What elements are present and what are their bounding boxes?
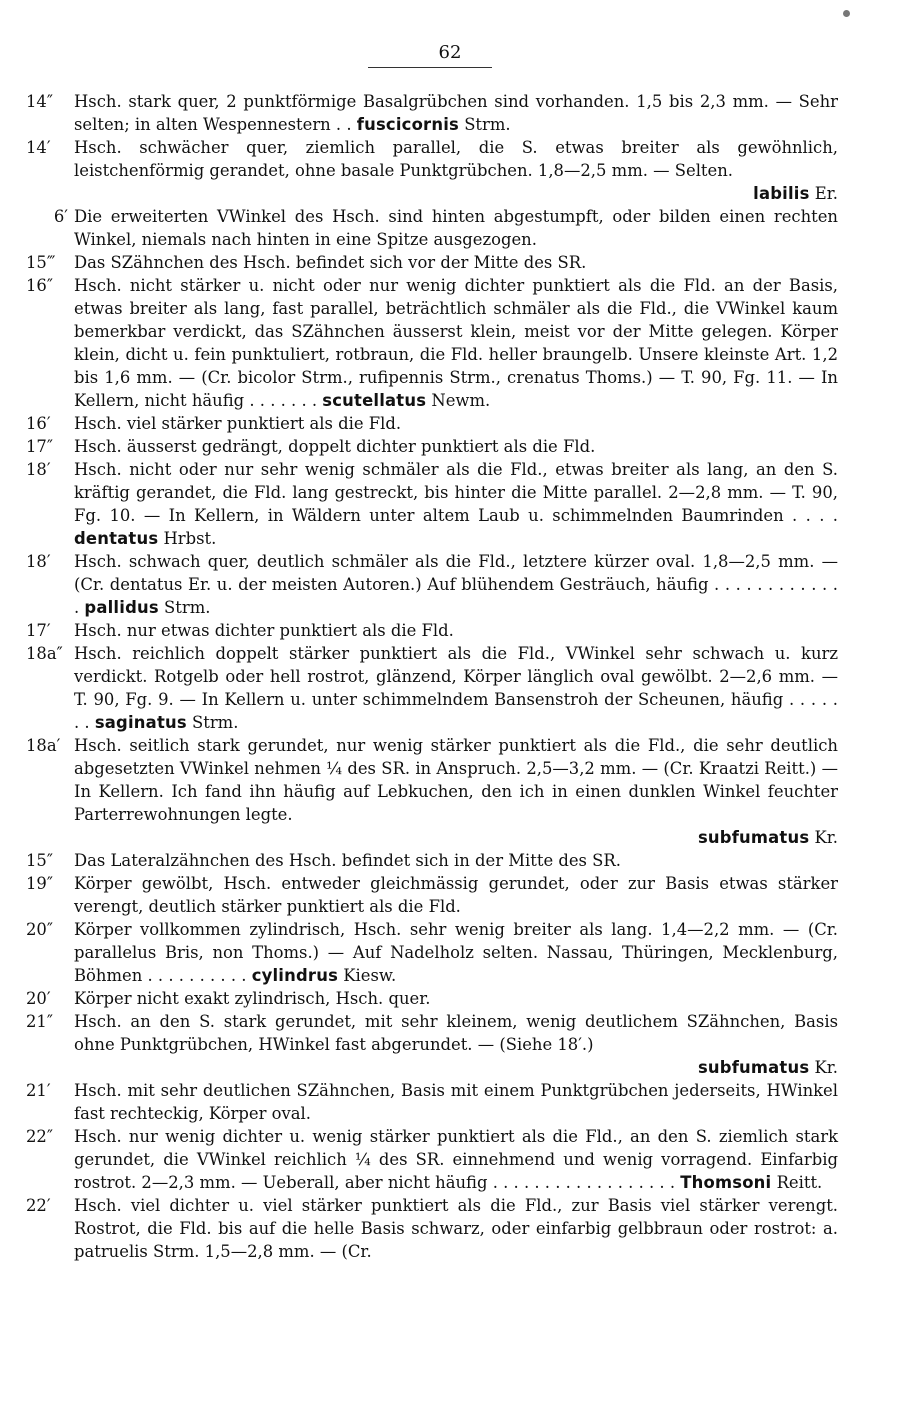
couplet-text [74, 642, 838, 734]
page-number-rule [368, 67, 492, 68]
couplet-text: Das SZähnchen des Hsch. befindet sich vor der Mitte des SR. [74, 253, 587, 272]
key-entry-14a [26, 90, 838, 136]
couplet-text: Hsch. nur etwas dichter punktiert als die Fld. [74, 621, 454, 640]
couplet-text [74, 458, 838, 550]
species-name: scutellatus [322, 391, 427, 410]
species-name: Thomsoni [680, 1173, 772, 1192]
key-entry-18aa [26, 642, 838, 734]
key-entry-15a [26, 251, 838, 274]
couplet-description: Hsch. nicht stärker u. nicht oder nur wenig dichter punktiert als die Fld. an der Basis, etwas breiter als lang, fast parallel, beträchtlich schmäler als die Fld., die VWinkel kaum bemerkbar verdickt, das SZähnchen äusserst klein, meist vor der Mitte gelegen. Körper klein, dicht u. fein punktuliert, rotbraun, die Fld. heller braungelb. Unsere kleinste Art. 1,2 bis 1,6 mm. — (Cr. bicolor Strm., rufipennis Strm., crenatus Thoms.) — T. 90, Fg. 11. — In Kellern, nicht häufig . . . . . . . [74, 276, 838, 410]
species-author: Kiesw. [338, 966, 397, 985]
couplet-number: 16′ [26, 414, 51, 433]
key-text [26, 90, 838, 1263]
couplet-text: Hsch. viel dichter u. viel stärker punktiert als die Fld., zur Basis viel stärker verengt. Rostrot, die Fld. bis auf die helle Basis schwarz, oder einfarbig gelbbraun oder rostrot: a. patruelis Strm. 1,5—2,8 mm. — (Cr. [74, 1196, 838, 1261]
species-author: Strm. [458, 115, 511, 134]
couplet-text: Körper nicht exakt zylindrisch, Hsch. quer. [74, 989, 431, 1008]
couplet-description: Hsch. schwach quer, deutlich schmäler als die Fld., letztere kürzer oval. 1,8—2,5 mm. — (Cr. dentatus Er. u. der meisten Autoren.) Auf blühendem Gesträuch, häufig . . . . . . . . . . . . . [74, 552, 838, 617]
key-entry-20b [26, 987, 838, 1010]
species-name: saginatus [94, 713, 187, 732]
key-entry-15b [26, 849, 838, 872]
key-entry-16a [26, 274, 838, 412]
couplet-number: 14″ [26, 92, 53, 111]
species-name: pallidus [84, 598, 159, 617]
species-name: labilis [753, 184, 810, 203]
couplet-description: Hsch. nur wenig dichter u. wenig stärker punktiert als die Fld., an den S. ziemlich stark gerundet, die VWinkel reichlich ¼ des SR. einnehmend und wenig vorragend. Einfarbig rostrot. 2—2,3 mm. — Ueberall, aber nicht häufig . . . . . . . . . . . . . . . . . . [74, 1127, 838, 1192]
couplet-text [74, 734, 838, 849]
couplet-number: 20″ [26, 920, 53, 939]
couplet-description: Hsch. reichlich doppelt stärker punktiert als die Fld., VWinkel sehr schwach u. kurz verdickt. Rotgelb oder hell rostrot, glänzend, Körper länglich oval gewölbt. 2—2,6 mm. — T. 90, Fg. 9. — In Kellern u. unter schimmelndem Bansenstroh der Scheunen, häufig . . . . . . . [74, 644, 838, 732]
couplet-text: Das Lateralzähnchen des Hsch. befindet sich in der Mitte des SR. [74, 851, 621, 870]
species-line [74, 826, 838, 849]
species-author: Hrbst. [158, 529, 217, 548]
key-entry-18b [26, 550, 838, 619]
key-entry-21a [26, 1010, 838, 1079]
couplet-description: Hsch. an den S. stark gerundet, mit sehr kleinem, wenig deutlichem SZähnchen, Basis ohne Punktgrübchen, HWinkel fast abgerundet. — (Siehe 18′.) [74, 1012, 838, 1054]
couplet-text: Hsch. viel stärker punktiert als die Fld. [74, 414, 402, 433]
couplet-text [74, 1125, 838, 1194]
couplet-text: Die erweiterten VWinkel des Hsch. sind hinten abgestumpft, oder bilden einen rechten Winkel, niemals nach hinten in eine Spitze ausgezogen. [74, 207, 838, 249]
couplet-number: 18′ [26, 460, 51, 479]
couplet-description: Hsch. schwächer quer, ziemlich parallel, die S. etwas breiter als gewöhnlich, leistchenförmig gerandet, ohne basale Punktgrübchen. 1,8—2,5 mm. — Selten. [74, 138, 838, 180]
species-name: dentatus [74, 529, 159, 548]
couplet-text [74, 1010, 838, 1079]
couplet-number: 22″ [26, 1127, 53, 1146]
key-entry-18ab [26, 734, 838, 849]
species-name: fuscicornis [356, 115, 459, 134]
couplet-number: 20′ [26, 989, 51, 1008]
species-author: Strm. [186, 713, 239, 732]
couplet-number: 18′ [26, 552, 51, 571]
couplet-description: Hsch. stark quer, 2 punktförmige Basalgrübchen sind vorhanden. 1,5 bis 2,3 mm. — Sehr selten; in alten Wespennestern . . [74, 92, 838, 134]
species-author: Strm. [158, 598, 211, 617]
couplet-text: Hsch. äusserst gedrängt, doppelt dichter punktiert als die Fld. [74, 437, 596, 456]
couplet-description: Körper vollkommen zylindrisch, Hsch. sehr wenig breiter als lang. 1,4—2,2 mm. — (Cr. parallelus Bris, non Thoms.) — Auf Nadelholz selten. Nassau, Thüringen, Mecklenburg, Böhmen . . . . . . . . . . [74, 920, 838, 985]
couplet-description: Hsch. nicht oder nur sehr wenig schmäler als die Fld., etwas breiter als lang, an den S. kräftig gerandet, die Fld. lang gestreckt, bis hinter die Mitte parallel. 2—2,8 mm. — T. 90, Fg. 10. — In Kellern, in Wäldern unter altem Laub u. schimmelnden Baumrinden . . . . [74, 460, 838, 525]
couplet-number: 6′ [53, 207, 68, 226]
ink-speck [843, 10, 850, 17]
key-entry-19a [26, 872, 838, 918]
species-name: cylindrus [251, 966, 339, 985]
key-entry-18a [26, 458, 838, 550]
key-entry-20a [26, 918, 838, 987]
couplet-number: 22′ [26, 1196, 51, 1215]
couplet-text: Hsch. mit sehr deutlichen SZähnchen, Basis mit einem Punktgrübchen jederseits, HWinkel fast rechteckig, Körper oval. [74, 1081, 838, 1123]
key-entry-17a [26, 435, 838, 458]
page-number: 62 [438, 42, 462, 63]
key-entry-21b [26, 1079, 838, 1125]
couplet-text [74, 274, 838, 412]
species-author: Reitt. [771, 1173, 823, 1192]
key-entry-22a [26, 1125, 838, 1194]
couplet-text [74, 918, 838, 987]
species-line [74, 182, 838, 205]
couplet-number: 14′ [26, 138, 51, 157]
couplet-number: 21″ [26, 1012, 53, 1031]
couplet-description: Hsch. seitlich stark gerundet, nur wenig stärker punktiert als die Fld., die sehr deutlich abgesetzten VWinkel nehmen ¼ des SR. in Anspruch. 2,5—3,2 mm. — (Cr. Kraatzi Reitt.) — In Kellern. Ich fand ihn häufig auf Lebkuchen, den ich in einen dunklen Winkel feuchter Parterrewohnungen legte. [74, 736, 838, 824]
key-entry-16b [26, 412, 838, 435]
key-entry-17b [26, 619, 838, 642]
couplet-text: Körper gewölbt, Hsch. entweder gleichmässig gerundet, oder zur Basis etwas stärker verengt, deutlich stärker punktiert als die Fld. [74, 874, 838, 916]
couplet-number: 19″ [26, 874, 53, 893]
species-name: subfumatus [697, 828, 810, 847]
couplet-number: 15″ [26, 851, 53, 870]
species-name: subfumatus [697, 1058, 810, 1077]
key-entry-14b [26, 136, 838, 205]
couplet-text [74, 90, 838, 136]
couplet-text [74, 136, 838, 205]
key-entry-6b [26, 205, 838, 251]
species-line [74, 1056, 838, 1079]
couplet-number: 18a′ [26, 736, 61, 755]
couplet-number: 17″ [26, 437, 53, 456]
couplet-number: 21′ [26, 1081, 51, 1100]
key-entry-22b [26, 1194, 838, 1263]
species-author: Newm. [426, 391, 491, 410]
couplet-number: 17′ [26, 621, 51, 640]
couplet-text [74, 550, 838, 619]
couplet-number: 16″ [26, 276, 53, 295]
species-author: Kr. [809, 828, 838, 847]
species-author: Er. [809, 184, 838, 203]
couplet-number: 15‴ [26, 253, 56, 272]
species-author: Kr. [809, 1058, 838, 1077]
couplet-number: 18a″ [26, 644, 63, 663]
